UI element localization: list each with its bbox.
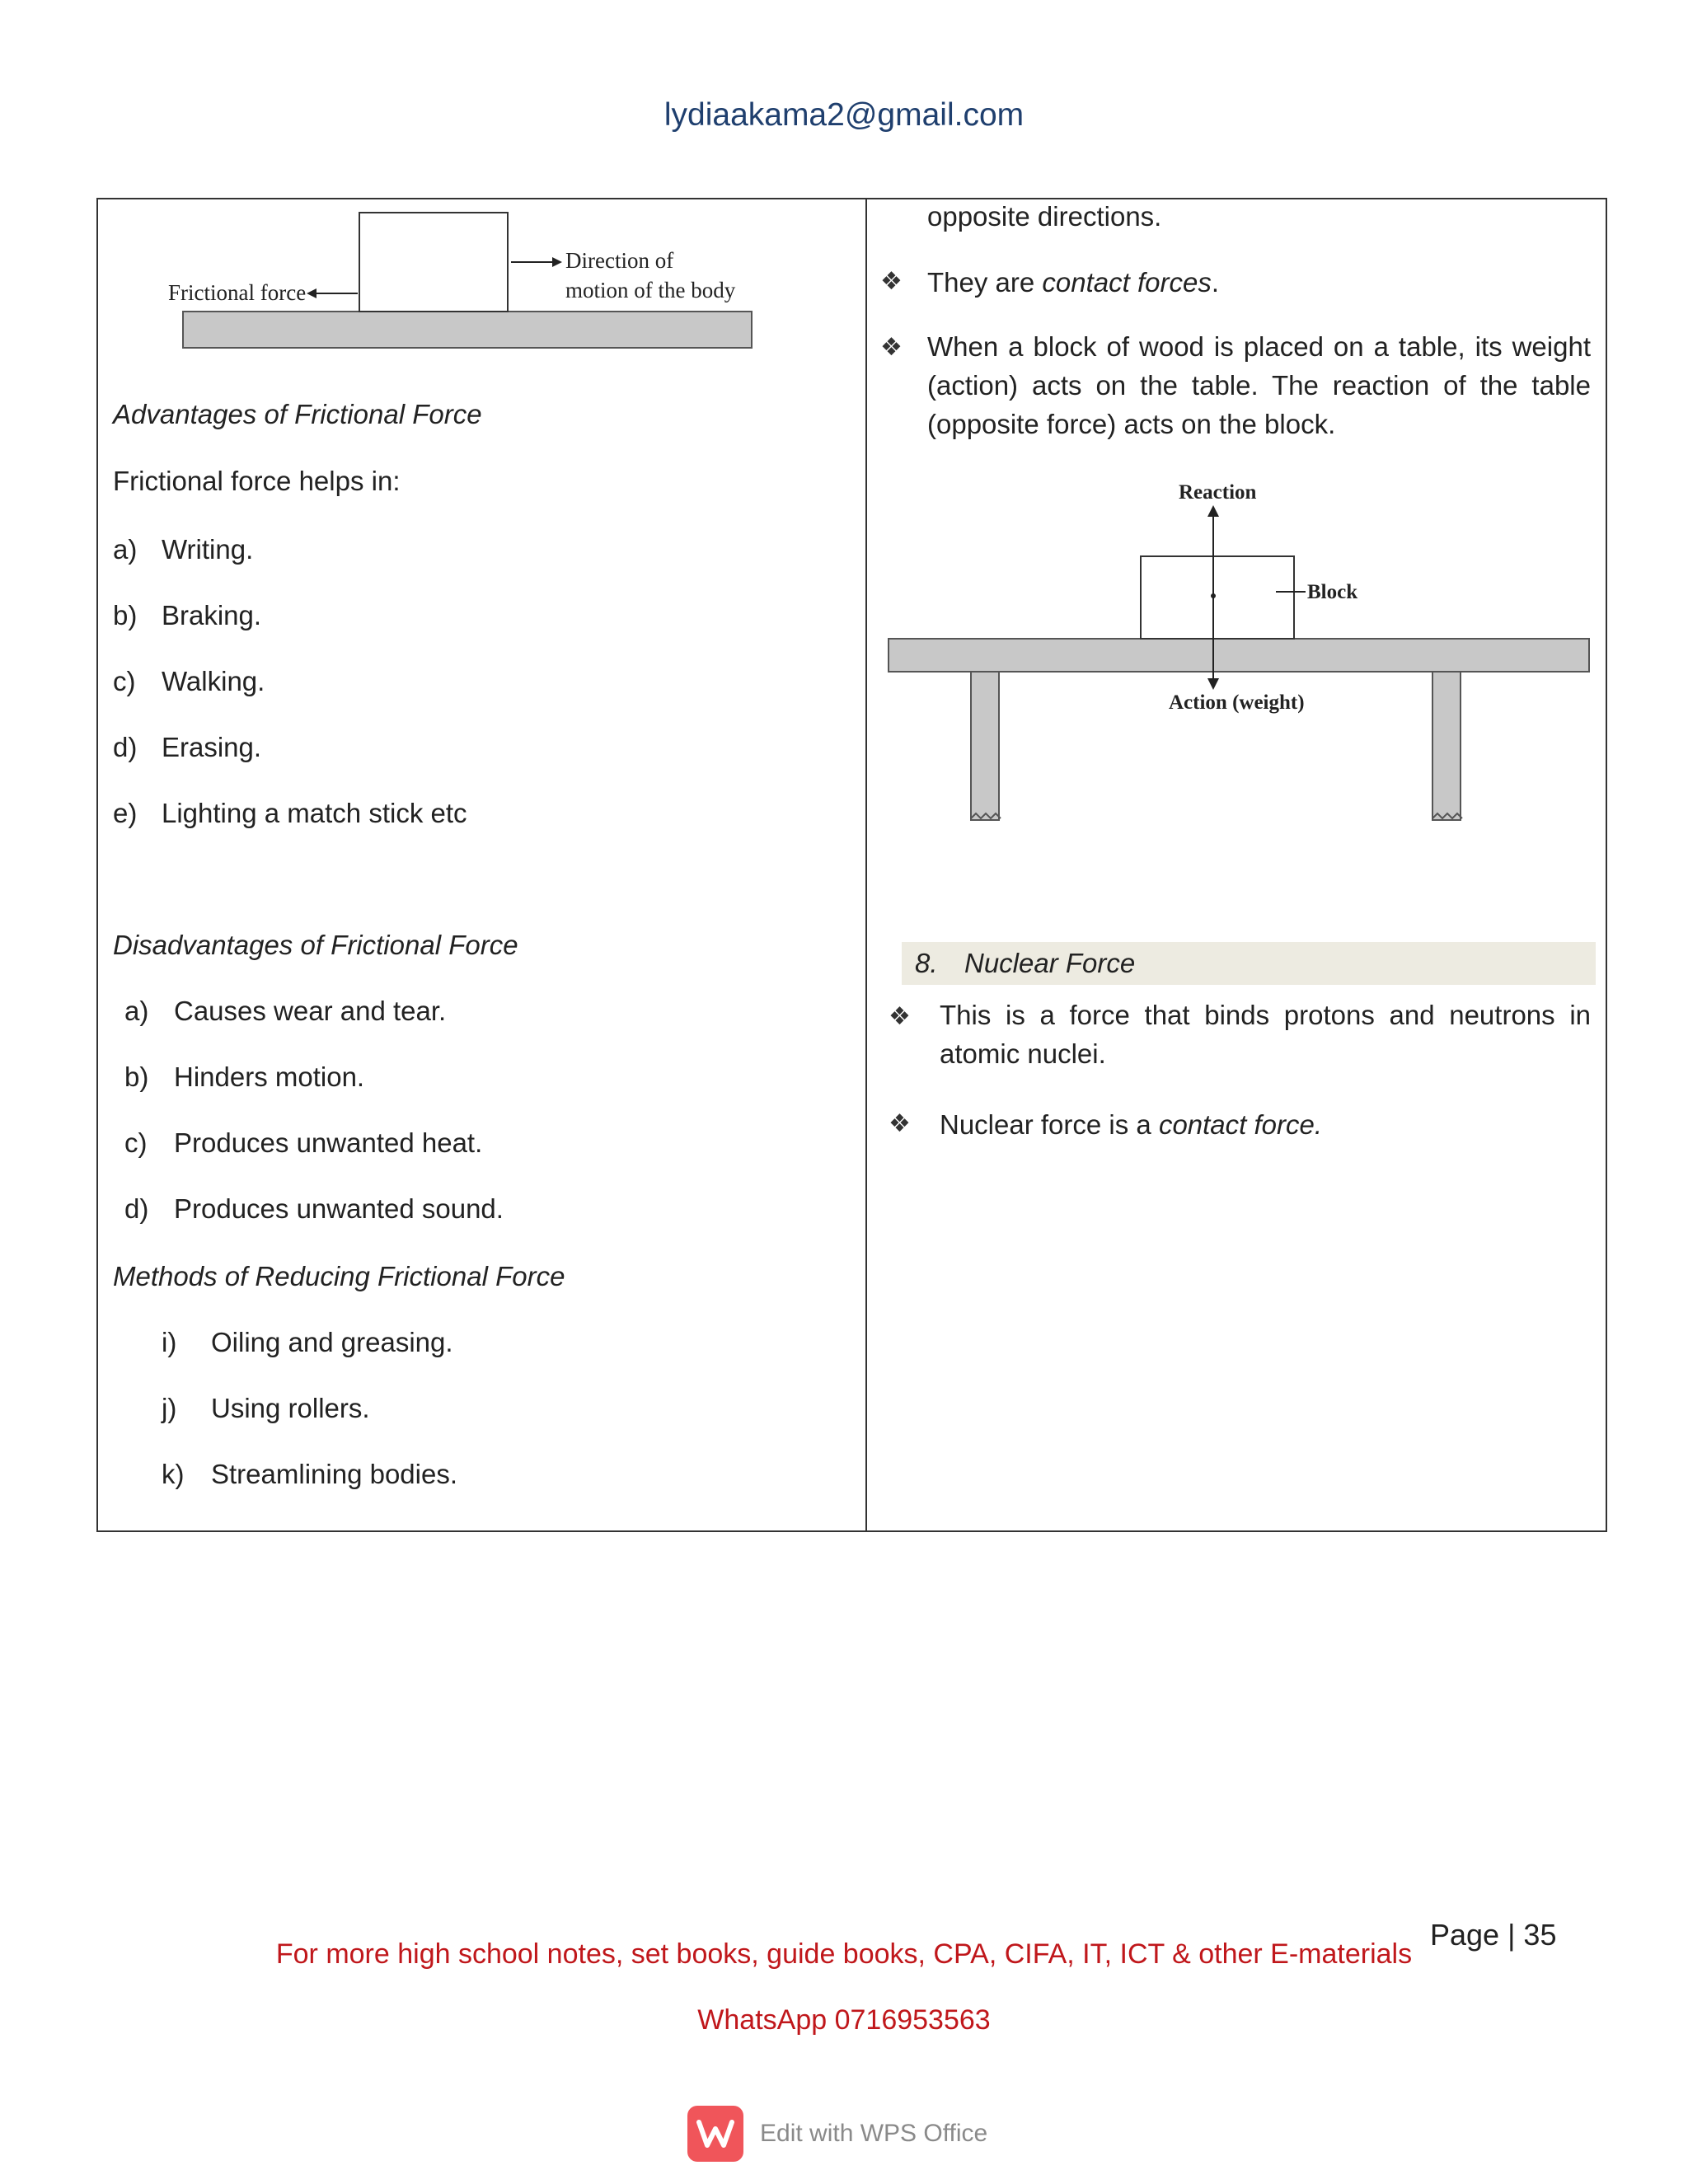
direction-label-1: Direction of <box>565 248 674 273</box>
adv-item-e: Lighting a match stick etc <box>162 798 467 828</box>
contact-suffix: . <box>1211 267 1220 298</box>
dis-marker-a: a) <box>124 996 149 1026</box>
page-number: Page | 35 <box>1430 1918 1557 1952</box>
method-item-k: Streamlining bodies. <box>211 1459 457 1489</box>
disadvantages-heading: Disadvantages of Frictional Force <box>113 930 518 960</box>
promo-text: For more high school notes, set books, guide books, CPA, CIFA, IT, ICT & other E-materials <box>275 1938 1413 1970</box>
dis-item-b: Hinders motion. <box>174 1062 365 1092</box>
method-marker-i: i) <box>162 1327 177 1357</box>
frictional-force-label: Frictional force <box>168 280 307 305</box>
reaction-label: Reaction <box>1179 481 1257 504</box>
nuclear-heading: Nuclear Force <box>964 948 1136 978</box>
adv-marker-b: b) <box>113 600 138 630</box>
adv-marker-c: c) <box>113 666 136 696</box>
dis-item-d: Produces unwanted sound. <box>174 1193 504 1224</box>
method-marker-j: j) <box>162 1393 177 1423</box>
continued-text: opposite directions. <box>927 201 1162 232</box>
bullet-diamond-icon: ❖ <box>889 1003 911 1030</box>
table-leg-right <box>1432 672 1461 820</box>
nuclear-contact-prefix: Nuclear force is a <box>940 1109 1159 1140</box>
method-item-i: Oiling and greasing. <box>211 1327 453 1357</box>
action-label: Action (weight) <box>1169 691 1305 714</box>
contact-emphasis: contact forces <box>1042 267 1212 298</box>
adv-marker-e: e) <box>113 798 138 828</box>
adv-item-d: Erasing. <box>162 732 262 762</box>
surface <box>183 312 752 348</box>
adv-item-c: Walking. <box>162 666 265 696</box>
direction-label-2: motion of the body <box>565 278 736 302</box>
wps-logo-icon[interactable] <box>687 2106 743 2162</box>
body-box <box>359 213 508 312</box>
bullet-diamond-icon: ❖ <box>880 334 903 361</box>
wps-w-icon <box>687 2106 743 2162</box>
nuclear-contact-emphasis: contact force. <box>1158 1109 1323 1140</box>
bullet-diamond-icon: ❖ <box>889 1110 911 1137</box>
block-label: Block <box>1307 581 1358 603</box>
motion-arrow <box>552 257 562 267</box>
action-reaction-diagram <box>882 474 1591 837</box>
action-arrow <box>1207 678 1219 690</box>
frictional-force-diagram <box>157 206 783 354</box>
block-box <box>1141 556 1294 639</box>
adv-marker-d: d) <box>113 732 138 762</box>
advantages-heading: Advantages of Frictional Force <box>113 399 482 429</box>
dis-marker-d: d) <box>124 1193 149 1224</box>
adv-item-a: Writing. <box>162 534 254 565</box>
column-divider <box>865 198 867 1532</box>
nuclear-contact-line <box>940 1109 1322 1141</box>
method-marker-k: k) <box>162 1459 185 1489</box>
table-leg-left <box>971 672 999 820</box>
nuclear-number: 8. <box>915 948 938 978</box>
bullet-diamond-icon: ❖ <box>880 268 903 295</box>
table-top <box>889 639 1589 672</box>
adv-item-b: Braking. <box>162 600 262 630</box>
dis-marker-b: b) <box>124 1062 149 1092</box>
advantages-intro: Frictional force helps in: <box>113 466 401 496</box>
wps-edit-link[interactable]: Edit with WPS Office <box>760 2120 988 2147</box>
contact-forces-line <box>927 267 1219 298</box>
adv-marker-a: a) <box>113 534 138 565</box>
dis-item-c: Produces unwanted heat. <box>174 1127 483 1158</box>
contact-prefix: They are <box>927 267 1043 298</box>
friction-arrow <box>307 288 316 298</box>
method-item-j: Using rollers. <box>211 1393 370 1423</box>
methods-heading: Methods of Reducing Frictional Force <box>113 1261 565 1291</box>
nuclear-paragraph: This is a force that binds protons and neutrons in atomic nuclei. <box>940 1000 1591 1069</box>
block-paragraph: When a block of wood is placed on a table, its weight (action) acts on the table. The reaction of the table (opposite force) acts on the block. <box>927 331 1591 439</box>
reaction-arrow <box>1207 505 1219 517</box>
whatsapp-text: WhatsApp 0716953563 <box>697 2004 991 2036</box>
dis-marker-c: c) <box>124 1127 148 1158</box>
dis-item-a: Causes wear and tear. <box>174 996 447 1026</box>
header-email: lydiaakama2@gmail.com <box>663 97 1025 133</box>
